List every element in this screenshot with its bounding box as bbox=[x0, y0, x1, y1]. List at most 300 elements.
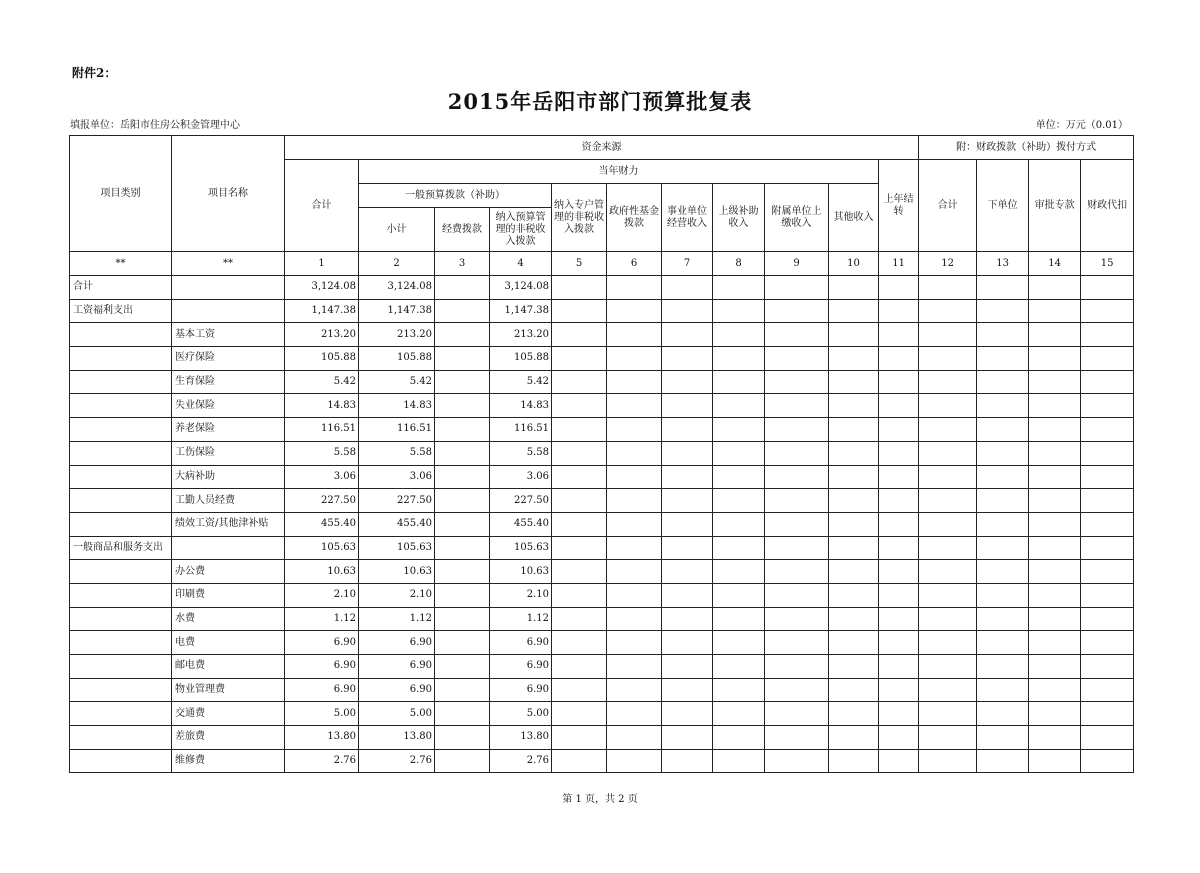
empty-cell bbox=[607, 347, 662, 371]
empty-cell bbox=[1029, 607, 1081, 631]
empty-cell bbox=[1081, 347, 1134, 371]
empty-cell bbox=[1029, 441, 1081, 465]
row-name: 交通费 bbox=[172, 702, 285, 726]
empty-cell bbox=[765, 749, 829, 773]
cell-c1: 13.80 bbox=[285, 726, 359, 750]
empty-cell bbox=[977, 394, 1029, 418]
cell-c1: 213.20 bbox=[285, 323, 359, 347]
empty-cell bbox=[662, 299, 713, 323]
row-name: 差旅费 bbox=[172, 726, 285, 750]
cell-c2: 213.20 bbox=[359, 323, 435, 347]
empty-cell bbox=[919, 394, 977, 418]
empty-cell bbox=[435, 607, 490, 631]
empty-cell bbox=[713, 726, 765, 750]
empty-cell bbox=[919, 276, 977, 300]
empty-cell bbox=[713, 631, 765, 655]
empty-cell bbox=[977, 418, 1029, 442]
table-row bbox=[70, 465, 1134, 489]
empty-cell bbox=[765, 583, 829, 607]
empty-cell bbox=[552, 394, 607, 418]
header-general-budget: 一般预算拨款（补助） bbox=[359, 184, 552, 208]
empty-cell bbox=[919, 678, 977, 702]
row-name: 电费 bbox=[172, 631, 285, 655]
budget-table bbox=[69, 135, 1134, 773]
empty-cell bbox=[552, 749, 607, 773]
empty-cell bbox=[607, 465, 662, 489]
empty-cell bbox=[607, 418, 662, 442]
empty-cell bbox=[713, 512, 765, 536]
empty-cell bbox=[1029, 678, 1081, 702]
empty-cell bbox=[607, 441, 662, 465]
column-index-cell: 9 bbox=[765, 252, 829, 276]
cell-c1: 3,124.08 bbox=[285, 276, 359, 300]
empty-cell bbox=[552, 512, 607, 536]
empty-cell bbox=[662, 655, 713, 679]
empty-cell bbox=[765, 655, 829, 679]
empty-cell bbox=[919, 583, 977, 607]
empty-cell bbox=[829, 583, 879, 607]
cell-c1: 2.76 bbox=[285, 749, 359, 773]
empty-cell bbox=[552, 441, 607, 465]
empty-cell bbox=[977, 655, 1029, 679]
empty-cell bbox=[435, 323, 490, 347]
row-category bbox=[70, 323, 172, 347]
empty-cell bbox=[662, 276, 713, 300]
empty-cell bbox=[713, 655, 765, 679]
cell-c2: 2.10 bbox=[359, 583, 435, 607]
header-superior-subsidy: 上级补助收入 bbox=[713, 184, 765, 252]
empty-cell bbox=[552, 702, 607, 726]
empty-cell bbox=[1081, 512, 1134, 536]
header-carryover: 上年结转 bbox=[879, 160, 919, 252]
table-row bbox=[70, 583, 1134, 607]
empty-cell bbox=[607, 631, 662, 655]
empty-cell bbox=[1081, 560, 1134, 584]
header-affiliated-income: 附属单位上缴收入 bbox=[765, 184, 829, 252]
table-row bbox=[70, 276, 1134, 300]
empty-cell bbox=[607, 370, 662, 394]
empty-cell bbox=[607, 749, 662, 773]
empty-cell bbox=[1029, 749, 1081, 773]
empty-cell bbox=[977, 678, 1029, 702]
empty-cell bbox=[829, 441, 879, 465]
table-row bbox=[70, 631, 1134, 655]
empty-cell bbox=[1081, 323, 1134, 347]
empty-cell bbox=[662, 678, 713, 702]
empty-cell bbox=[879, 749, 919, 773]
row-name: 水费 bbox=[172, 607, 285, 631]
cell-c1: 10.63 bbox=[285, 560, 359, 584]
empty-cell bbox=[662, 560, 713, 584]
row-name bbox=[172, 536, 285, 560]
empty-cell bbox=[765, 418, 829, 442]
empty-cell bbox=[552, 655, 607, 679]
empty-cell bbox=[1029, 560, 1081, 584]
empty-cell bbox=[765, 560, 829, 584]
table-row bbox=[70, 607, 1134, 631]
empty-cell bbox=[879, 678, 919, 702]
header-lower-unit: 下单位 bbox=[977, 160, 1029, 252]
empty-cell bbox=[829, 702, 879, 726]
empty-cell bbox=[919, 299, 977, 323]
empty-cell bbox=[919, 631, 977, 655]
empty-cell bbox=[662, 631, 713, 655]
cell-c2: 105.88 bbox=[359, 347, 435, 371]
empty-cell bbox=[713, 702, 765, 726]
empty-cell bbox=[552, 489, 607, 513]
empty-cell bbox=[552, 631, 607, 655]
empty-cell bbox=[713, 678, 765, 702]
empty-cell bbox=[879, 465, 919, 489]
empty-cell bbox=[829, 394, 879, 418]
empty-cell bbox=[607, 726, 662, 750]
row-name: 基本工资 bbox=[172, 323, 285, 347]
empty-cell bbox=[919, 655, 977, 679]
annex-label: 附件2： bbox=[72, 66, 117, 80]
empty-cell bbox=[713, 536, 765, 560]
empty-cell bbox=[977, 512, 1029, 536]
cell-c2: 105.63 bbox=[359, 536, 435, 560]
empty-cell bbox=[1081, 418, 1134, 442]
empty-cell bbox=[435, 347, 490, 371]
unit-note: 单位：万元（0.01） bbox=[1035, 120, 1128, 131]
empty-cell bbox=[552, 418, 607, 442]
row-category bbox=[70, 465, 172, 489]
empty-cell bbox=[662, 418, 713, 442]
column-index-cell: 8 bbox=[713, 252, 765, 276]
empty-cell bbox=[829, 299, 879, 323]
empty-cell bbox=[1081, 655, 1134, 679]
empty-cell bbox=[435, 536, 490, 560]
empty-cell bbox=[552, 276, 607, 300]
empty-cell bbox=[919, 347, 977, 371]
column-index-cell: 12 bbox=[919, 252, 977, 276]
empty-cell bbox=[977, 631, 1029, 655]
empty-cell bbox=[919, 512, 977, 536]
empty-cell bbox=[435, 678, 490, 702]
cell-c2: 227.50 bbox=[359, 489, 435, 513]
empty-cell bbox=[435, 512, 490, 536]
cell-c2: 2.76 bbox=[359, 749, 435, 773]
empty-cell bbox=[607, 276, 662, 300]
empty-cell bbox=[552, 465, 607, 489]
cell-c4: 5.00 bbox=[490, 702, 552, 726]
cell-c1: 455.40 bbox=[285, 512, 359, 536]
cell-c2: 14.83 bbox=[359, 394, 435, 418]
empty-cell bbox=[1081, 702, 1134, 726]
empty-cell bbox=[662, 607, 713, 631]
cell-c2: 3.06 bbox=[359, 465, 435, 489]
cell-c2: 1,147.38 bbox=[359, 299, 435, 323]
empty-cell bbox=[1081, 465, 1134, 489]
empty-cell bbox=[879, 512, 919, 536]
empty-cell bbox=[919, 465, 977, 489]
empty-cell bbox=[1029, 465, 1081, 489]
empty-cell bbox=[713, 441, 765, 465]
header-name: 项目名称 bbox=[172, 136, 285, 252]
empty-cell bbox=[1029, 726, 1081, 750]
row-category bbox=[70, 678, 172, 702]
empty-cell bbox=[977, 441, 1029, 465]
empty-cell bbox=[713, 323, 765, 347]
cell-c2: 6.90 bbox=[359, 631, 435, 655]
cell-c4: 213.20 bbox=[490, 323, 552, 347]
empty-cell bbox=[713, 489, 765, 513]
empty-cell bbox=[662, 726, 713, 750]
cell-c4: 455.40 bbox=[490, 512, 552, 536]
header-gov-fund: 政府性基金拨款 bbox=[607, 184, 662, 252]
empty-cell bbox=[552, 347, 607, 371]
cell-c1: 5.42 bbox=[285, 370, 359, 394]
empty-cell bbox=[435, 749, 490, 773]
row-category bbox=[70, 512, 172, 536]
table-row bbox=[70, 512, 1134, 536]
empty-cell bbox=[879, 347, 919, 371]
column-index-cell: 2 bbox=[359, 252, 435, 276]
row-category bbox=[70, 560, 172, 584]
table-row bbox=[70, 560, 1134, 584]
empty-cell bbox=[713, 299, 765, 323]
empty-cell bbox=[765, 276, 829, 300]
empty-cell bbox=[977, 465, 1029, 489]
empty-cell bbox=[662, 536, 713, 560]
empty-cell bbox=[977, 489, 1029, 513]
empty-cell bbox=[435, 276, 490, 300]
cell-c4: 2.76 bbox=[490, 749, 552, 773]
table-row bbox=[70, 536, 1134, 560]
empty-cell bbox=[765, 370, 829, 394]
cell-c1: 2.10 bbox=[285, 583, 359, 607]
empty-cell bbox=[879, 536, 919, 560]
empty-cell bbox=[435, 418, 490, 442]
empty-cell bbox=[919, 489, 977, 513]
empty-cell bbox=[829, 276, 879, 300]
empty-cell bbox=[977, 749, 1029, 773]
cell-c1: 227.50 bbox=[285, 489, 359, 513]
empty-cell bbox=[1029, 394, 1081, 418]
row-category bbox=[70, 370, 172, 394]
cell-c4: 116.51 bbox=[490, 418, 552, 442]
header-business-income: 事业单位经营收入 bbox=[662, 184, 713, 252]
empty-cell bbox=[919, 323, 977, 347]
empty-cell bbox=[435, 465, 490, 489]
empty-cell bbox=[829, 465, 879, 489]
empty-cell bbox=[919, 441, 977, 465]
cell-c4: 6.90 bbox=[490, 678, 552, 702]
empty-cell bbox=[919, 607, 977, 631]
row-category: 一般商品和服务支出 bbox=[70, 536, 172, 560]
empty-cell bbox=[879, 441, 919, 465]
column-index-cell: 14 bbox=[1029, 252, 1081, 276]
empty-cell bbox=[607, 323, 662, 347]
empty-cell bbox=[919, 702, 977, 726]
empty-cell bbox=[977, 299, 1029, 323]
empty-cell bbox=[662, 323, 713, 347]
empty-cell bbox=[552, 323, 607, 347]
empty-cell bbox=[977, 702, 1029, 726]
header-expense-allocation: 经费拨款 bbox=[435, 208, 490, 252]
reporting-unit: 填报单位：岳阳市住房公积金管理中心 bbox=[70, 120, 240, 131]
table-row bbox=[70, 370, 1134, 394]
empty-cell bbox=[1081, 583, 1134, 607]
empty-cell bbox=[829, 655, 879, 679]
empty-cell bbox=[552, 299, 607, 323]
table-row bbox=[70, 394, 1134, 418]
empty-cell bbox=[1081, 394, 1134, 418]
empty-cell bbox=[552, 560, 607, 584]
empty-cell bbox=[607, 583, 662, 607]
empty-cell bbox=[607, 560, 662, 584]
empty-cell bbox=[1081, 489, 1134, 513]
empty-cell bbox=[765, 465, 829, 489]
empty-cell bbox=[765, 323, 829, 347]
empty-cell bbox=[435, 299, 490, 323]
empty-cell bbox=[552, 678, 607, 702]
empty-cell bbox=[552, 726, 607, 750]
empty-cell bbox=[765, 536, 829, 560]
empty-cell bbox=[919, 370, 977, 394]
header-category: 项目类别 bbox=[70, 136, 172, 252]
empty-cell bbox=[765, 512, 829, 536]
table-row bbox=[70, 441, 1134, 465]
header-current-year: 当年财力 bbox=[359, 160, 879, 184]
empty-cell bbox=[435, 370, 490, 394]
cell-c1: 6.90 bbox=[285, 655, 359, 679]
cell-c4: 5.58 bbox=[490, 441, 552, 465]
table-row bbox=[70, 655, 1134, 679]
header-appendix: 附：财政拨款（补助）拨付方式 bbox=[919, 136, 1134, 160]
header-funding-source: 资金来源 bbox=[285, 136, 919, 160]
empty-cell bbox=[879, 394, 919, 418]
empty-cell bbox=[1081, 370, 1134, 394]
empty-cell bbox=[829, 418, 879, 442]
empty-cell bbox=[1029, 323, 1081, 347]
cell-c4: 14.83 bbox=[490, 394, 552, 418]
empty-cell bbox=[713, 560, 765, 584]
empty-cell bbox=[435, 631, 490, 655]
table-row bbox=[70, 702, 1134, 726]
empty-cell bbox=[977, 276, 1029, 300]
column-index-cell: 13 bbox=[977, 252, 1029, 276]
column-index-cell: 4 bbox=[490, 252, 552, 276]
cell-c2: 3,124.08 bbox=[359, 276, 435, 300]
row-category bbox=[70, 489, 172, 513]
empty-cell bbox=[977, 726, 1029, 750]
empty-cell bbox=[435, 583, 490, 607]
empty-cell bbox=[607, 299, 662, 323]
empty-cell bbox=[1081, 299, 1134, 323]
empty-cell bbox=[1081, 276, 1134, 300]
cell-c2: 1.12 bbox=[359, 607, 435, 631]
cell-c1: 5.00 bbox=[285, 702, 359, 726]
empty-cell bbox=[552, 583, 607, 607]
row-name: 失业保险 bbox=[172, 394, 285, 418]
empty-cell bbox=[552, 607, 607, 631]
empty-cell bbox=[829, 749, 879, 773]
row-category bbox=[70, 441, 172, 465]
empty-cell bbox=[607, 489, 662, 513]
row-category bbox=[70, 347, 172, 371]
empty-cell bbox=[1081, 441, 1134, 465]
empty-cell bbox=[765, 489, 829, 513]
row-name: 邮电费 bbox=[172, 655, 285, 679]
empty-cell bbox=[829, 536, 879, 560]
empty-cell bbox=[435, 489, 490, 513]
empty-cell bbox=[1029, 299, 1081, 323]
cell-c4: 1.12 bbox=[490, 607, 552, 631]
cell-c1: 1.12 bbox=[285, 607, 359, 631]
empty-cell bbox=[829, 726, 879, 750]
empty-cell bbox=[662, 370, 713, 394]
cell-c4: 10.63 bbox=[490, 560, 552, 584]
empty-cell bbox=[435, 655, 490, 679]
row-name: 绩效工资/其他津补贴 bbox=[172, 512, 285, 536]
empty-cell bbox=[919, 726, 977, 750]
empty-cell bbox=[765, 299, 829, 323]
cell-c1: 14.83 bbox=[285, 394, 359, 418]
empty-cell bbox=[879, 323, 919, 347]
empty-cell bbox=[879, 370, 919, 394]
empty-cell bbox=[1029, 370, 1081, 394]
empty-cell bbox=[829, 323, 879, 347]
row-name: 办公费 bbox=[172, 560, 285, 584]
empty-cell bbox=[662, 441, 713, 465]
column-index-cell: 15 bbox=[1081, 252, 1134, 276]
cell-c2: 10.63 bbox=[359, 560, 435, 584]
empty-cell bbox=[879, 299, 919, 323]
empty-cell bbox=[829, 512, 879, 536]
column-index-cell: 1 bbox=[285, 252, 359, 276]
empty-cell bbox=[1081, 607, 1134, 631]
empty-cell bbox=[435, 441, 490, 465]
empty-cell bbox=[713, 465, 765, 489]
empty-cell bbox=[552, 370, 607, 394]
cell-c1: 105.63 bbox=[285, 536, 359, 560]
row-name: 维修费 bbox=[172, 749, 285, 773]
column-index-cell: 3 bbox=[435, 252, 490, 276]
column-index-row bbox=[70, 252, 1134, 276]
empty-cell bbox=[713, 607, 765, 631]
table-row bbox=[70, 299, 1134, 323]
column-index-cell: 5 bbox=[552, 252, 607, 276]
empty-cell bbox=[607, 512, 662, 536]
empty-cell bbox=[1081, 678, 1134, 702]
page-title: 2015年岳阳市部门预算批复表 bbox=[447, 89, 753, 114]
empty-cell bbox=[1029, 276, 1081, 300]
empty-cell bbox=[977, 583, 1029, 607]
empty-cell bbox=[919, 418, 977, 442]
header-special-account: 纳入专户管理的非税收入拨款 bbox=[552, 184, 607, 252]
cell-c1: 116.51 bbox=[285, 418, 359, 442]
row-category bbox=[70, 394, 172, 418]
cell-c1: 5.58 bbox=[285, 441, 359, 465]
table-row bbox=[70, 678, 1134, 702]
empty-cell bbox=[607, 607, 662, 631]
row-name: 物业管理费 bbox=[172, 678, 285, 702]
column-index-cell: 7 bbox=[662, 252, 713, 276]
empty-cell bbox=[1029, 512, 1081, 536]
empty-cell bbox=[765, 678, 829, 702]
header-total: 合计 bbox=[285, 160, 359, 252]
cell-c1: 6.90 bbox=[285, 631, 359, 655]
row-category bbox=[70, 655, 172, 679]
empty-cell bbox=[977, 347, 1029, 371]
empty-cell bbox=[977, 323, 1029, 347]
row-category: 合计 bbox=[70, 276, 172, 300]
empty-cell bbox=[1081, 631, 1134, 655]
empty-cell bbox=[1081, 749, 1134, 773]
empty-cell bbox=[607, 678, 662, 702]
